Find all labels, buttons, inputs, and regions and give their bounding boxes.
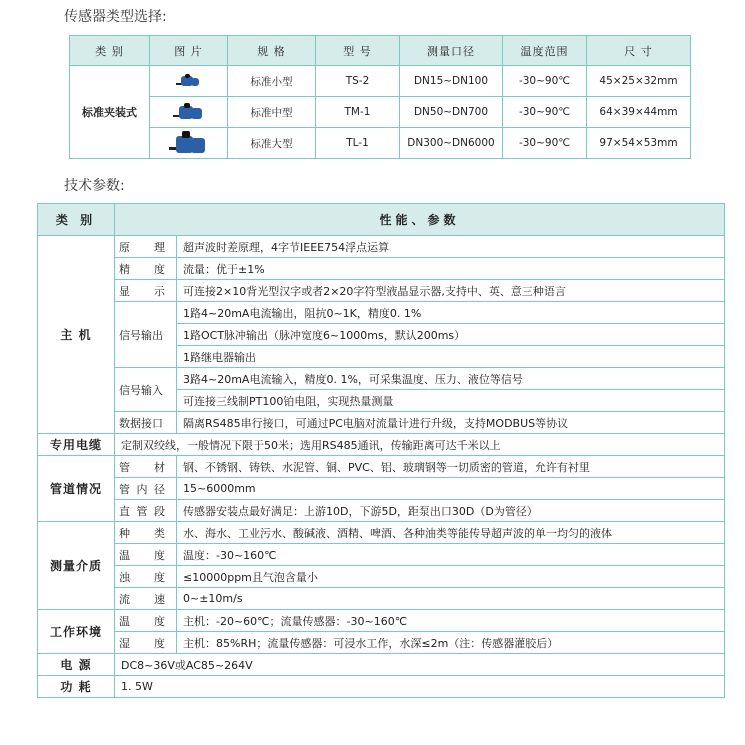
header-spec: 规 格 [228,36,316,66]
header-performance: 性能、参数 [115,204,725,236]
model-cell: TS-2 [316,66,400,97]
table-row [38,654,725,676]
group-cable: 专用电缆 [38,434,115,456]
group-consumption: 功 耗 [38,676,115,698]
input-value: 3路4~20mA电流输入，精度0. 1%，可采集温度、压力、液位等信号 [177,368,725,390]
tech-params-table [37,203,725,698]
diameter-cell: DN300~DN6000 [400,128,503,159]
sub-label-velocity: 流 速 [115,588,177,610]
group-medium: 测量介质 [38,522,115,610]
size-cell: 45×25×32mm [587,66,691,97]
sub-label-input: 信号输入 [115,368,177,412]
sub-label-inner-diameter: 管 内 径 [115,478,177,500]
header-picture: 图 片 [150,36,228,66]
table-row [70,66,691,97]
velocity-value: 0~±10m/s [177,588,725,610]
table-row [38,456,725,478]
output-value: 1路继电器输出 [177,346,725,368]
sub-label-env-temp: 温 度 [115,610,177,632]
table-row [38,478,725,500]
temp-cell: -30~90℃ [503,66,587,97]
env-temp-value: 主机：-20~60℃；流量传感器：-30~160℃ [177,610,725,632]
header-category: 类 别 [70,36,150,66]
straight-value: 传感器安装点最好满足：上游10D，下游5D，距泵出口30D（D为管径） [177,500,725,522]
table-row [38,522,725,544]
sensor-type-heading: 传感器类型选择: [64,9,167,25]
spec-cell: 标准中型 [228,97,316,128]
group-host: 主 机 [38,236,115,434]
display-value: 可连接2×10背光型汉字或者2×20字符型液晶显示器,支持中、英、意三种语言 [177,280,725,302]
table-row [38,544,725,566]
group-power: 电 源 [38,654,115,676]
sub-label-straight: 直 管 段 [115,500,177,522]
header-diameter: 测量口径 [400,36,503,66]
sub-label-principle: 原 理 [115,236,177,258]
header-size: 尺 寸 [587,36,691,66]
diameter-cell: DN15~DN100 [400,66,503,97]
category-clamp-on: 标准夹装式 [70,66,150,159]
temp-cell: -30~90℃ [503,97,587,128]
size-cell: 97×54×53mm [587,128,691,159]
kind-value: 水、海水、工业污水、酸碱液、酒精、啤酒、各种油类等能传导超声波的单一均匀的液体 [177,522,725,544]
inner-diameter-value: 15~6000mm [177,478,725,500]
principle-value: 超声波时差原理，4字节IEEE754浮点运算 [177,236,725,258]
sub-label-humidity: 湿 度 [115,632,177,654]
table-row [38,258,725,280]
table-row [38,236,725,258]
temp-cell: -30~90℃ [503,128,587,159]
sensor-image-small [150,66,228,97]
table-row [38,632,725,654]
sub-label-medium-temp: 温 度 [115,544,177,566]
output-value: 1路4~20mA电流输出，阻抗0~1K，精度0. 1% [177,302,725,324]
sub-label-display: 显 示 [115,280,177,302]
interface-value: 隔离RS485串行接口，可通过PC电脑对流量计进行升级，支持MODBUS等协议 [177,412,725,434]
sub-label-kind: 种 类 [115,522,177,544]
group-environment: 工作环境 [38,610,115,654]
sensor-small-icon [176,74,202,88]
tech-params-heading: 技术参数: [64,178,125,194]
table-row [38,566,725,588]
sub-label-material: 管 材 [115,456,177,478]
size-cell: 64×39×44mm [587,97,691,128]
turbidity-value: ≤10000ppm且气泡含量小 [177,566,725,588]
medium-temp-value: 温度：-30~160℃ [177,544,725,566]
table-row [38,302,725,324]
model-cell: TL-1 [316,128,400,159]
material-value: 钢、不锈钢、铸铁、水泥管、铜、PVC、铝、玻璃钢等一切质密的管道，允许有衬里 [177,456,725,478]
table-row [38,676,725,698]
power-value: DC8~36V或AC85~264V [115,654,725,676]
accuracy-value: 流量：优于±1% [177,258,725,280]
sensor-type-table [69,35,691,159]
input-value: 可连接三线制PT100铂电阻，实现热量测量 [177,390,725,412]
sub-label-turbidity: 浊 度 [115,566,177,588]
table-row [38,280,725,302]
spec-cell: 标准小型 [228,66,316,97]
header-model: 型 号 [316,36,400,66]
header-category: 类 别 [38,204,115,236]
sub-label-accuracy: 精 度 [115,258,177,280]
humidity-value: 主机：85%RH；流量传感器：可浸水工作，水深≤2m（注：传感器灌胶后） [177,632,725,654]
spec-cell: 标准大型 [228,128,316,159]
sensor-image-medium [150,97,228,128]
sub-label-output: 信号输出 [115,302,177,368]
diameter-cell: DN50~DN700 [400,97,503,128]
output-value: 1路OCT脉冲输出（脉冲宽度6~1000ms，默认200ms） [177,324,725,346]
group-pipe: 管道情况 [38,456,115,522]
table-row [38,368,725,390]
sensor-large-icon [169,131,209,155]
model-cell: TM-1 [316,97,400,128]
header-temp: 温度范围 [503,36,587,66]
table-row [38,588,725,610]
table-row [70,128,691,159]
cable-value: 定制双绞线，一般情况下限于50米；选用RS485通讯，传输距离可达千米以上 [115,434,725,456]
consumption-value: 1. 5W [115,676,725,698]
table-row [38,412,725,434]
sensor-medium-icon [173,103,205,121]
params-header [38,204,725,236]
table-row [70,97,691,128]
table-row [38,434,725,456]
table-row [38,500,725,522]
table-row [38,610,725,632]
sensor-table-header [70,36,691,66]
sub-label-interface: 数据接口 [115,412,177,434]
sensor-image-large [150,128,228,159]
